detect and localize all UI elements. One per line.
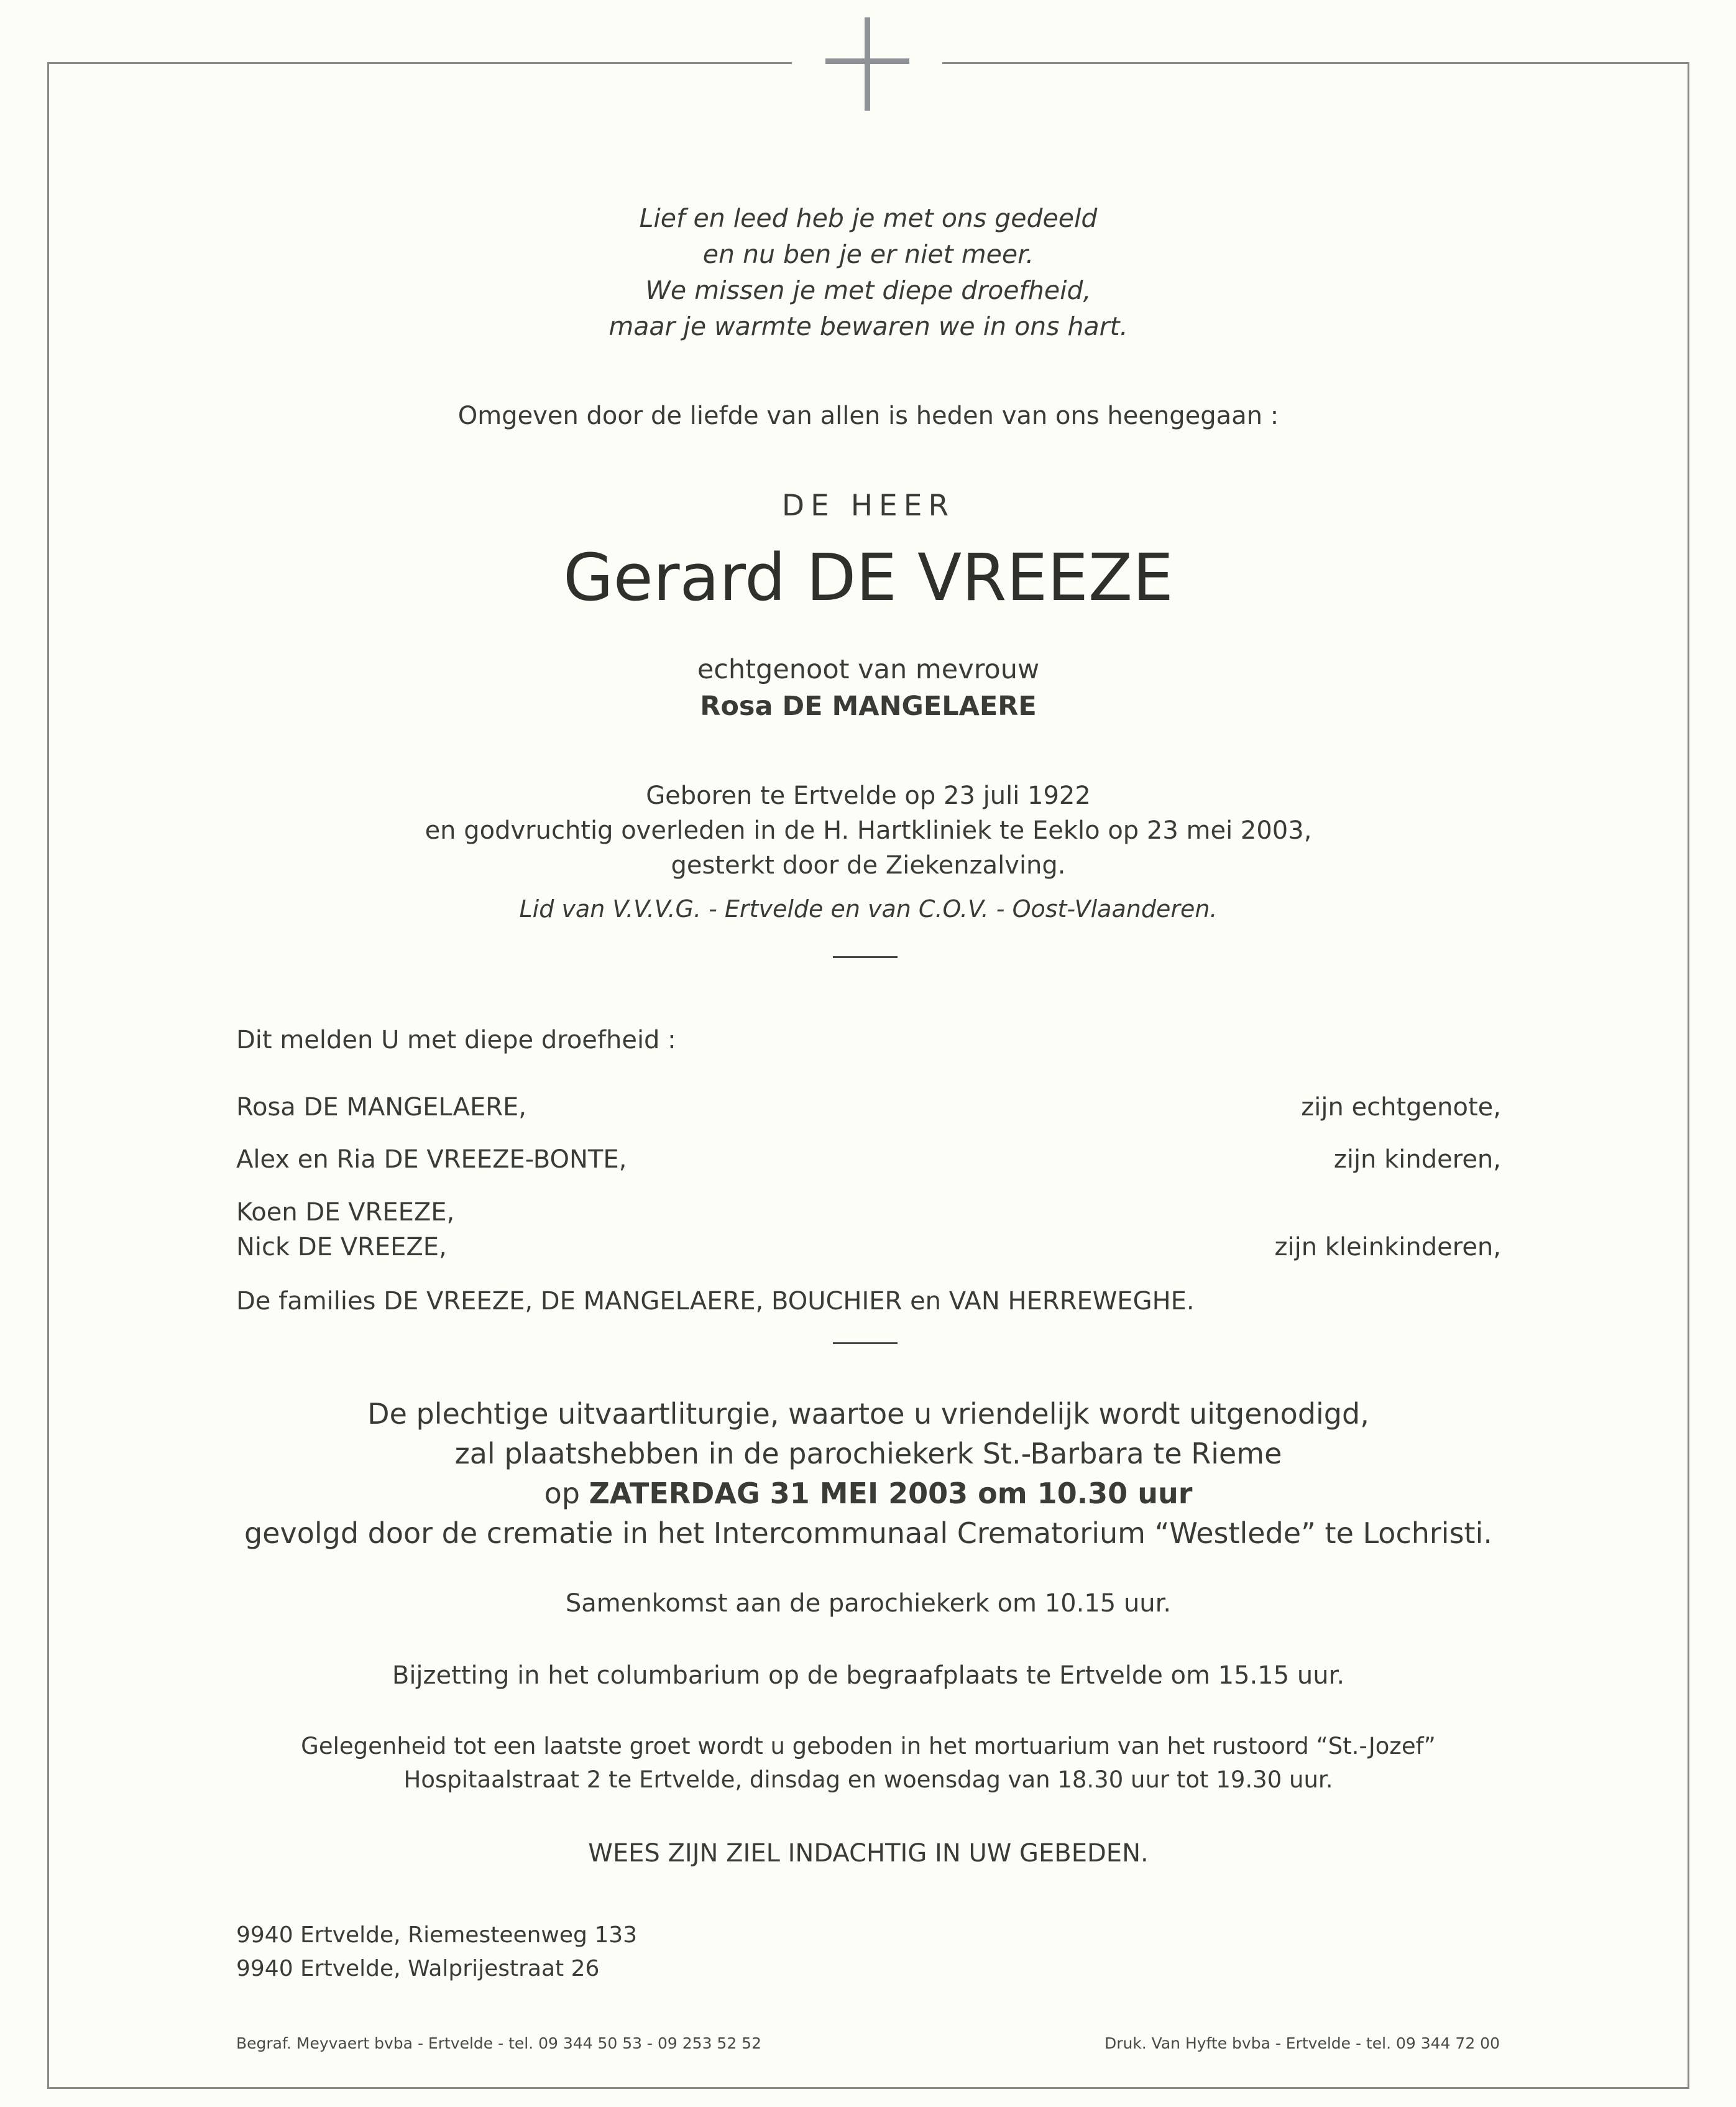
family-name: Rosa DE MANGELAERE,	[236, 1093, 527, 1122]
bio	[49, 778, 1688, 883]
title-prefix: DE HEER	[781, 489, 955, 523]
family-name: De families DE VREEZE, DE MANGELAERE, BOUCHIER en VAN HERREWEGHE.	[236, 1287, 1195, 1316]
funeral-info	[49, 1394, 1688, 1553]
poem	[49, 200, 1688, 344]
divider	[833, 956, 898, 958]
family-relation: zijn kinderen,	[1333, 1145, 1501, 1174]
funeral-line: gevolgd door de crematie in het Intercommunaal Crematorium “Westlede” te Lochristi.	[244, 1516, 1492, 1550]
border-top-left	[47, 62, 792, 64]
gathering-text: Samenkomst aan de parochiekerk om 10.15 uur.	[565, 1589, 1172, 1618]
address-line: 9940 Ertvelde, Walprijestraat 26	[236, 1956, 600, 1981]
farewell-line: Hospitaalstraat 2 te Ertvelde, dinsdag en woensdag van 18.30 uur tot 19.30 uur.	[403, 1766, 1333, 1793]
family-relation: zijn echtgenote,	[1301, 1093, 1501, 1122]
deceased-name: Gerard DE VREEZE	[563, 540, 1173, 616]
family-name: Alex en Ria DE VREEZE-BONTE,	[236, 1145, 627, 1174]
poem-line: en nu ben je er niet meer.	[702, 239, 1034, 269]
family-name: Nick DE VREEZE,	[236, 1233, 447, 1261]
border-right	[1688, 62, 1689, 2089]
cross-vertical	[865, 17, 870, 111]
footer-undertaker: Begraf. Meyvaert bvba - Ertvelde - tel. 09 344 50 53 - 09 253 52 52	[236, 2034, 761, 2052]
divider	[833, 1342, 898, 1344]
bio-line: en godvruchtig overleden in de H. Hartkliniek te Eeklo op 23 mei 2003,	[425, 816, 1312, 845]
cross-horizontal	[825, 58, 909, 64]
poem-line: Lief en leed heb je met ons gedeeld	[639, 203, 1098, 233]
family-name: Koen DE VREEZE,	[236, 1198, 455, 1227]
funeral-line: De plechtige uitvaartliturgie, waartoe u vriendelijk wordt uitgenodigd,	[367, 1397, 1369, 1431]
bio-line: Geboren te Ertvelde op 23 juli 1922	[646, 781, 1091, 810]
address-line: 9940 Ertvelde, Riemesteenweg 133	[236, 1922, 638, 1948]
poem-line: maar je warmte bewaren we in ons hart.	[609, 311, 1128, 341]
family-relation: zijn kleinkinderen,	[1274, 1233, 1501, 1261]
spouse-line: echtgenoot van mevrouw	[697, 654, 1040, 685]
spouse-name: Rosa DE MANGELAERE	[700, 691, 1037, 722]
closing-text: WEES ZIJN ZIEL INDACHTIG IN UW GEBEDEN.	[588, 1839, 1149, 1868]
membership: Lid van V.V.V.G. - Ertvelde en van C.O.V. - Oost-Vlaanderen.	[519, 895, 1218, 923]
farewell-info	[49, 1730, 1688, 1797]
intro-text: Omgeven door de liefde van allen is heden van ons heengegaan :	[457, 402, 1279, 430]
funeral-date-line	[49, 1473, 1688, 1513]
funeral-date: ZATERDAG 31 MEI 2003 om 10.30 uur	[589, 1477, 1193, 1510]
bio-line: gesterkt door de Ziekenzalving.	[671, 851, 1066, 880]
funeral-line: zal plaatshebben in de parochiekerk St.-Barbara te Rieme	[454, 1437, 1282, 1470]
burial-text: Bijzetting in het columbarium op de begraafplaats te Ertvelde om 15.15 uur.	[392, 1661, 1345, 1690]
border-top-right	[942, 62, 1689, 64]
addresses	[236, 1919, 637, 1986]
funeral-date-prefix: op	[544, 1477, 580, 1510]
farewell-line: Gelegenheid tot een laatste groet wordt u geboden in het mortuarium van het rustoord “St.-Jozef”	[301, 1733, 1436, 1759]
poem-line: We missen je met diepe droefheid,	[645, 275, 1091, 305]
announce-text: Dit melden U met diepe droefheid :	[236, 1026, 676, 1054]
footer-printer: Druk. Van Hyfte bvba - Ertvelde - tel. 09 344 72 00	[1104, 2034, 1500, 2052]
border-bottom	[47, 2087, 1689, 2089]
